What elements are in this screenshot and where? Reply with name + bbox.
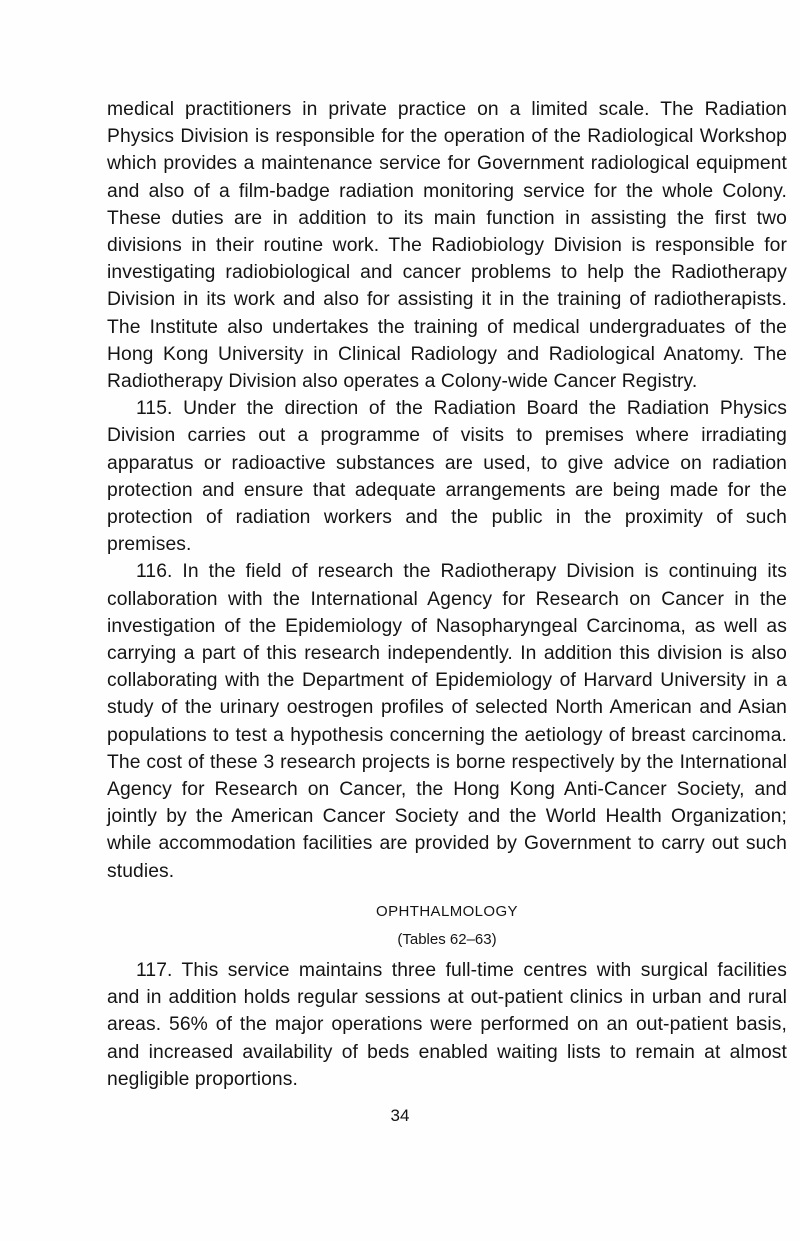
paragraph-116: 116. In the field of research the Radiotherapy Division is continuing its collaboration with the International Agency for Research on Cancer in the investigation of the Epidemiology of Nasopharyngeal Carcinoma, as well as carrying a part of this research independently. In addition this division is also collaborating with the Department of Epidemiology of Harvard University in a study of the urinary oestrogen profiles of selected North American and Asian populations to test a hypothesis concerning the aetiology of breast carcinoma. The cost of these 3 research projects is borne respectively by the International Agency for Research on Cancer, the Hong Kong Anti-Cancer Society, and jointly by the American Cancer Society and the World Health Organization; while accommodation facilities are provided by Government to carry out such studies. [107,561,787,882]
page-body [107,96,787,1093]
section-subheading-tables: (Tables 62–63) [397,930,497,948]
paragraph-117: 117. This service maintains three full-time centres with surgical facilities and in addition holds regular sessions at out-patient clinics in urban and rural areas. 56% of the major operations were performed on an out-patient basis, and increased availability of beds enabled waiting lists to remain at almost negligible proportions. [107,959,787,1090]
paragraph-115: 115. Under the direction of the Radiation Board the Radiation Physics Division carries out a programme of visits to premises where irradiating apparatus or radioactive substances are used, to give advice on radiation protection and ensure that adequate arrangements are being made for the protection of radiation workers and the public in the proximity of such premises. [107,398,787,556]
section-heading-ophthalmology: OPHTHALMOLOGY [376,902,518,920]
paragraph-continued: medical practitioners in private practice on a limited scale. The Radiation Physics Division is responsible for the operation of the Radiological Workshop which provides a maintenance service for Government radiological equipment and also of a film-badge radiation monitoring service for the whole Colony. These duties are in addition to its main function in assisting the first two divisions in their routine work. The Radiobiology Division is responsible for investigating radiobiological and cancer problems to help the Radiotherapy Division in its work and also for assisting it in the training of radiotherapists. The Institute also undertakes the training of medical undergraduates of the Hong Kong University in Clinical Radiology and Radiological Anatomy. The Radiotherapy Division also operates a Colony-wide Cancer Registry. [107,99,787,393]
page-number: 34 [390,1106,410,1125]
